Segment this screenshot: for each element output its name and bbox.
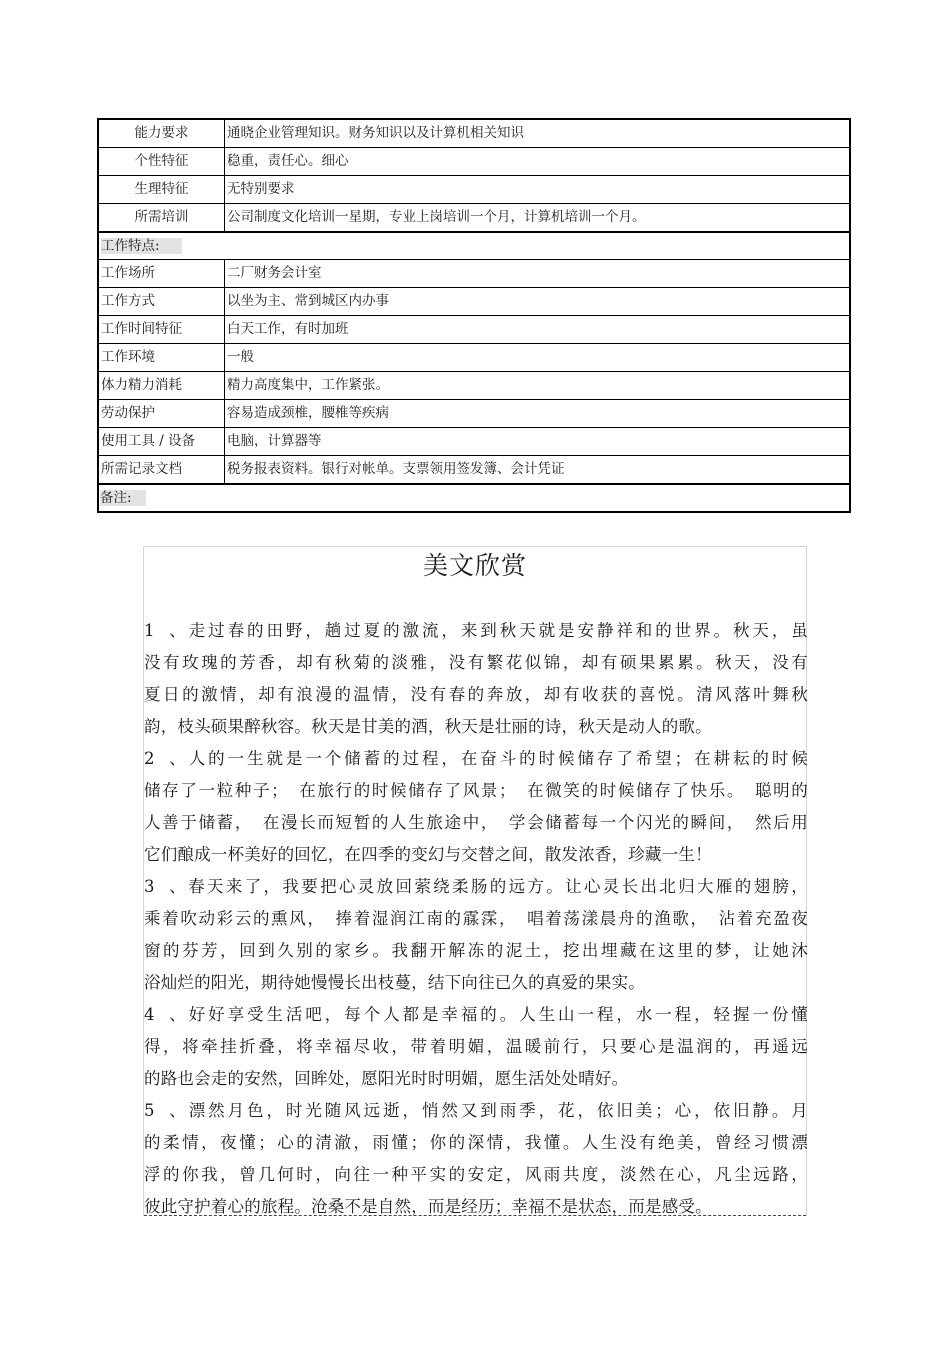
essay-line-text: 它们酿成一杯美好的回忆，在四季的变幻与交替之间，散发浓香，珍藏一生！: [144, 845, 712, 864]
essay-line: [144, 1159, 808, 1191]
paragraph-number: 1、: [144, 621, 186, 640]
table-row: [99, 287, 849, 315]
row-value: 电脑，计算器等: [227, 433, 322, 449]
essay-line-text: 得，将牵挂折叠，将幸福尽收，带着明媚，温暖前行，只要心是温润的，再遥远: [144, 1037, 808, 1056]
table-row: [99, 120, 849, 147]
essay-line-text: 人善于储蓄， 在漫长而短暂的人生旅途中， 学会储蓄每一个闪光的瞬间， 然后用: [144, 813, 808, 832]
essay-line: [144, 807, 808, 839]
table-row: [99, 427, 849, 455]
row-label: 生理特征: [99, 176, 225, 203]
essay-line: [144, 679, 808, 711]
row-label: 工作场所: [99, 260, 225, 287]
essay-line-text: 漂然月色，时光随风远逝，悄然又到雨季，花，依旧美；心，依旧静。月: [186, 1101, 808, 1120]
table-row: [99, 147, 849, 175]
essay-line-text: 彼此守护着心的旅程。沧桑不是自然，而是经历；幸福不是状态，而是感受。: [144, 1197, 712, 1216]
essay-line: [144, 871, 808, 903]
essay-line-text: 的路也会走的安然，回眸处，愿阳光时时明媚，愿生活处处晴好。: [144, 1069, 629, 1088]
section-label: 工作特点:: [101, 238, 182, 254]
row-value: 无特别要求: [227, 181, 295, 197]
essay-line: [144, 1031, 808, 1063]
essay-line: [144, 903, 808, 935]
row-label: 体力精力消耗: [99, 372, 225, 399]
remark-row: [99, 483, 849, 511]
essay-line: [144, 1191, 808, 1223]
table-row: [99, 203, 849, 231]
row-label: 个性特征: [99, 148, 225, 175]
paragraph-number: 2、: [144, 749, 186, 768]
essay-line-text: 的柔情，夜懂；心的清澈，雨懂；你的深情，我懂。人生没有绝美，曾经习惯漂: [144, 1133, 808, 1152]
essay-line: [144, 967, 808, 999]
table-row: [99, 343, 849, 371]
essay-title: 美文欣赏: [422, 551, 527, 580]
essay-line: [144, 615, 808, 647]
paragraph-number: 4、: [144, 1005, 186, 1024]
essay-line: [144, 1127, 808, 1159]
essay-line: [144, 775, 808, 807]
essay-line: [144, 711, 808, 743]
essay-line-text: 走过春的田野，趟过夏的激流，来到秋天就是安静祥和的世界。秋天，虽: [186, 621, 808, 640]
essay-line: [144, 1095, 808, 1127]
paragraph-number: 3、: [144, 877, 186, 896]
row-value: 一般: [227, 349, 254, 365]
essay-line-text: 浮的你我，曾几何时，向往一种平实的安定，风雨共度，淡然在心，凡尘远路，: [144, 1165, 808, 1184]
row-label: 所需记录文档: [99, 456, 225, 483]
essay-line: [144, 1063, 808, 1095]
table-row: [99, 399, 849, 427]
row-value: 税务报表资料。银行对帐单。支票领用签发簿、会计凭证: [227, 461, 565, 477]
row-label: 使用工具 / 设备: [99, 428, 225, 455]
essay-line: [144, 999, 808, 1031]
essay-line-text: 没有玫瑰的芳香，却有秋菊的淡雅，没有繁花似锦，却有硕果累累。秋天，没有: [144, 653, 808, 672]
row-label: 工作环境: [99, 344, 225, 371]
row-value: 白天工作，有时加班: [227, 321, 349, 337]
table-row: [99, 259, 849, 287]
row-value: 以坐为主、常到城区内办事: [227, 293, 389, 309]
essay-line: [144, 647, 808, 679]
essay-line-text: 乘着吹动彩云的熏风， 捧着湿润江南的霡霂， 唱着荡漾晨舟的渔歌， 沾着充盈夜: [144, 909, 808, 928]
job-description-table: [97, 118, 851, 513]
essay-line-text: 夏日的激情，却有浪漫的温情，没有春的奔放，却有收获的喜悦。清风落叶舞秋: [144, 685, 808, 704]
essay-line-text: 人的一生就是一个储蓄的过程，在奋斗的时候储存了希望；在耕耘的时候: [186, 749, 808, 768]
essay-box: [143, 546, 807, 1216]
essay-line-text: 窗的芬芳，回到久别的家乡。我翻开解冻的泥土，挖出埋藏在这里的梦，让她沐: [144, 941, 808, 960]
section-header-work-features: [99, 231, 849, 259]
essay-body: [144, 615, 808, 1223]
row-value: 精力高度集中，工作紧张。: [227, 377, 389, 393]
essay-line: [144, 743, 808, 775]
row-value: 通晓企业管理知识。财务知识以及计算机相关知识: [227, 125, 524, 141]
essay-bottom-border: [144, 1215, 806, 1216]
essay-line-text: 储存了一粒种子； 在旅行的时候储存了风景； 在微笑的时候储存了快乐。 聪明的: [144, 781, 808, 800]
table-row: [99, 315, 849, 343]
remark-label: 备注:: [100, 490, 146, 506]
paragraph-number: 5、: [144, 1101, 186, 1120]
row-label: 能力要求: [99, 120, 225, 147]
row-label: 工作时间特征: [99, 316, 225, 343]
row-label: 劳动保护: [99, 400, 225, 427]
row-value: 二厂财务会计室: [227, 265, 322, 281]
table-row: [99, 455, 849, 483]
table-row: [99, 371, 849, 399]
row-value: 公司制度文化培训一星期，专业上岗培训一个月，计算机培训一个月。: [227, 209, 646, 225]
essay-line-text: 韵，枝头硕果醉秋容。秋天是甘美的酒，秋天是壮丽的诗，秋天是动人的歌。: [144, 717, 712, 736]
row-label: 所需培训: [99, 204, 225, 231]
essay-line-text: 春天来了，我要把心灵放回萦绕柔肠的远方。让心灵长出北归大雁的翅膀，: [186, 877, 808, 896]
essay-line-text: 好好享受生活吧，每个人都是幸福的。人生山一程，水一程，轻握一份懂: [186, 1005, 808, 1024]
row-value: 容易造成颈椎，腰椎等疾病: [227, 405, 389, 421]
table-row: [99, 175, 849, 203]
row-label: 工作方式: [99, 288, 225, 315]
row-value: 稳重，责任心。细心: [227, 153, 349, 169]
essay-line: [144, 935, 808, 967]
essay-line: [144, 839, 808, 871]
essay-line-text: 浴灿烂的阳光，期待她慢慢长出枝蔓，结下向往已久的真爱的果实。: [144, 973, 645, 992]
